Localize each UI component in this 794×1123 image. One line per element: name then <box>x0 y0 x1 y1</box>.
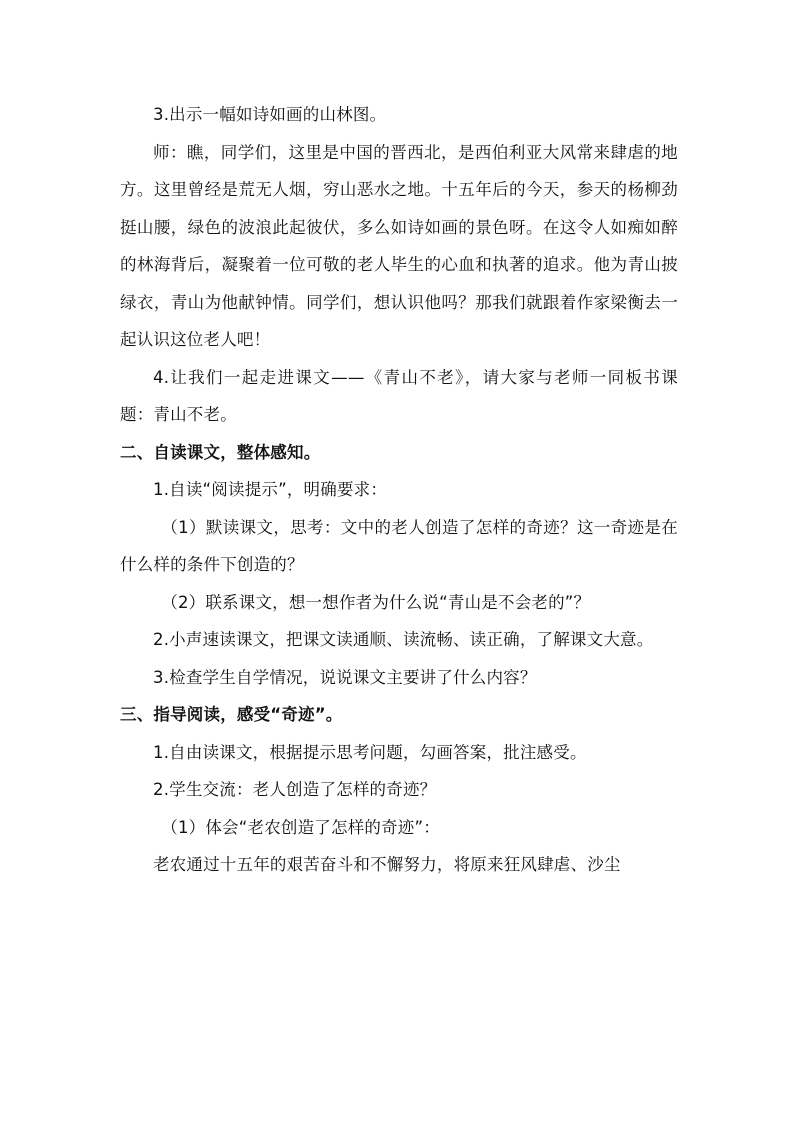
document-page <box>120 96 678 884</box>
paragraph-read-aloud: 2.小声速读课文，把课文读通顺、读流畅、读正确，了解课文大意。 <box>153 630 654 649</box>
section-heading-self-reading: 二、自读课文，整体感知。 <box>120 442 321 462</box>
paragraph-reading-tips: 1.自读“阅读提示”，明确要求： <box>153 480 388 499</box>
paragraph-question-one: （1）默读课文，思考：文中的老人创造了怎样的奇迹？这一奇迹是在什么样的条件下创造的？ <box>120 517 678 574</box>
paragraph-free-reading: 1.自由读课文，根据提示思考问题，勾画答案，批注感受。 <box>153 742 587 762</box>
paragraph-teacher-intro: 师：瞧，同学们，这里是中国的晋西北，是西伯利亚大风常来肆虐的地方。这里曾经是荒无人烟，穷山恶水之地。十五年后的今天，参天的杨柳劲挺山腰，绿色的波浪此起彼伏，多么如诗如画的景色呀。在这令人如痴如醉的林海背后，凝聚着一位可敬的老人毕生的心血和执著的追求。他为青山披绿衣，青山为他献钟情。同学们，想认识他吗？那我们就跟着作家梁衡去一起认识这位老人吧！ <box>120 142 678 349</box>
paragraph-enter-text: 4.让我们一起走进课文——《青山不老》，请大家与老师一同板书课题：青山不老。 <box>120 367 678 424</box>
paragraph-question-two: （2）联系课文，想一想作者为什么说“青山是不会老的”？ <box>161 592 591 612</box>
paragraph-student-exchange: 2.学生交流：老人创造了怎样的奇迹？ <box>153 780 437 799</box>
paragraph-check-self-study: 3.检查学生自学情况，说说课文主要讲了什么内容？ <box>153 667 537 687</box>
paragraph-experience-miracle: （1）体会“老农创造了怎样的奇迹”： <box>161 817 440 837</box>
section-heading-guided-reading: 三、指导阅读，感受“奇迹”。 <box>120 705 343 724</box>
paragraph-old-farmer: 老农通过十五年的艰苦奋斗和不懈努力，将原来狂风肆虐、沙尘 <box>153 855 621 874</box>
paragraph-show-picture: 3.出示一幅如诗如画的山林图。 <box>153 105 387 124</box>
